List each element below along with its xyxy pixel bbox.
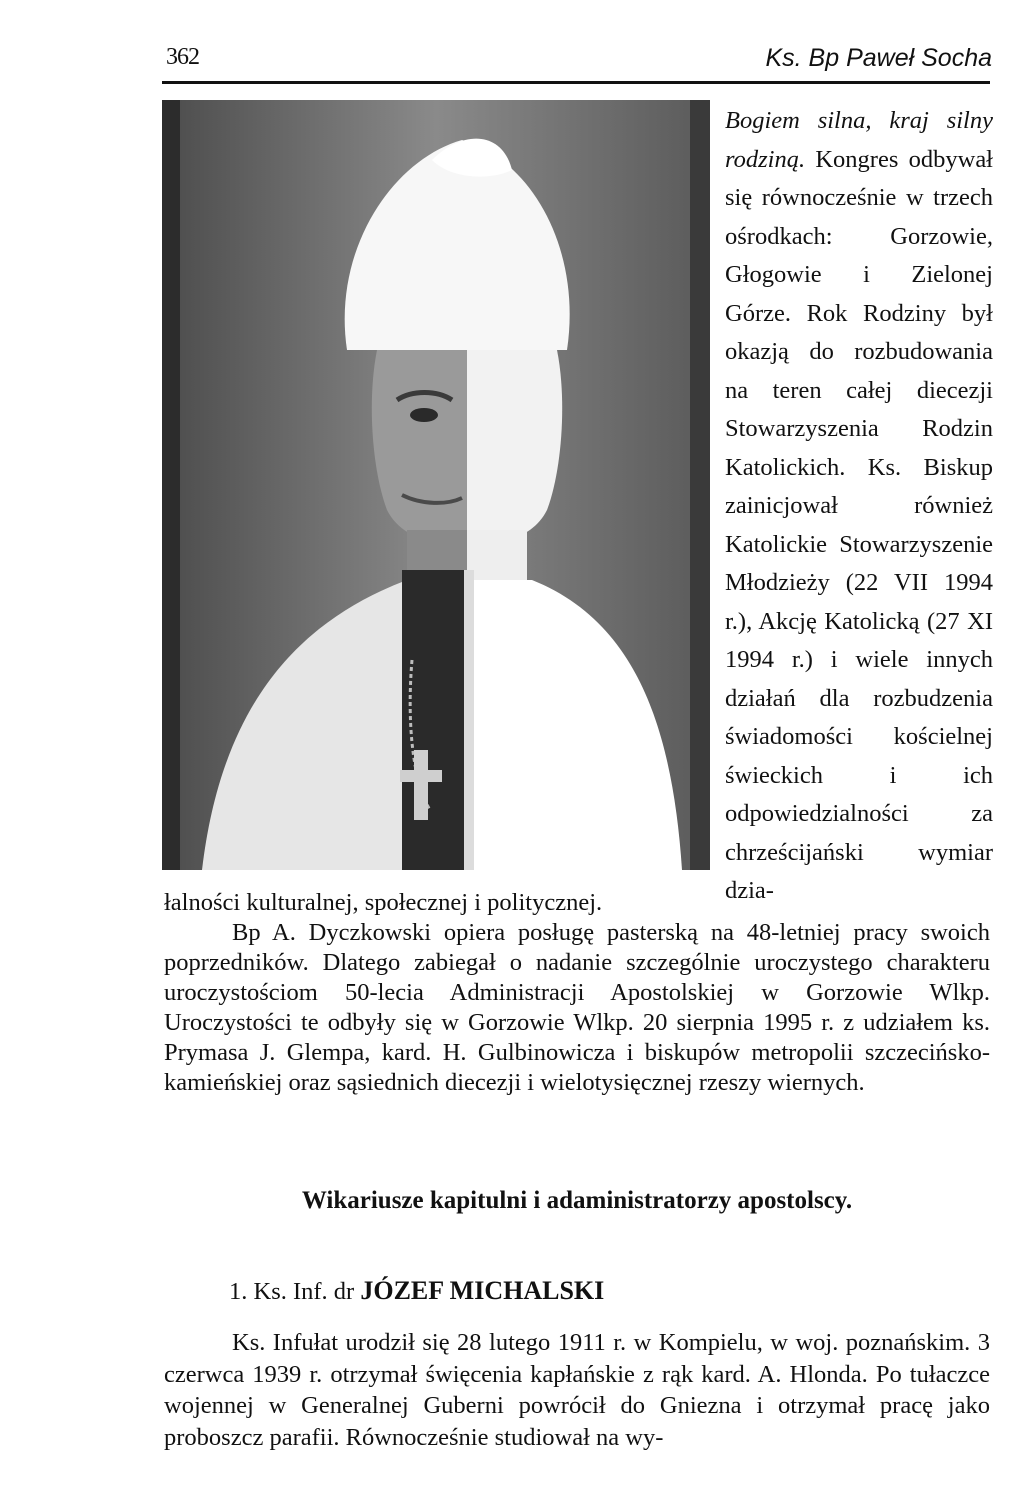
paragraph: Bp A. Dyczkowski opiera posługę pasterską na 48-letniej pracy swoich poprzedników. Dlatego zabiegał o nadanie szczególnie uroczystego charakteru uroczystościom 50-lecia Administracji Apostolskiej w Gorzowie Wlkp. Uroczystości te odbyły się w Gorzowie Wlkp. 20 sierpnia 1995 r. z udziałem ks. Prymasa J. Glempa, kard. H. Gulbinowicza i biskupów metropolii szczecińsko-kamieńskiej oraz sąsiednich diecezji i wielotysięcznej rzeszy wiernych. xyxy=(164,919,990,1096)
header-rule xyxy=(162,81,990,84)
entry-prefix: 1. Ks. Inf. dr xyxy=(229,1278,355,1305)
italic-lead: Bogiem silna, kraj silny rodziną. xyxy=(725,107,993,173)
portrait-photo xyxy=(162,100,710,870)
page-number: 362 xyxy=(166,44,199,70)
entry-paragraph: Ks. Infułat urodził się 28 lutego 1911 r. w Kompielu, w woj. poznańskim. 3 czerwca 1939 r. otrzymał święcenia kapłańskie z rąk kard. A. Hlonda. Po tułaczce wojennej w Generalnej Guberni powrócił do Gniezna i otrzymał pracę jako proboszcz parafii. Równocześnie studiował na wy- xyxy=(164,1329,990,1451)
entry-text xyxy=(164,1327,990,1453)
running-title: Ks. Bp Paweł Socha xyxy=(765,44,992,72)
body-text xyxy=(164,888,990,1098)
side-column-text xyxy=(725,102,993,911)
continuation-line: łalności kulturalnej, społecznej i politycznej. xyxy=(164,889,603,916)
side-column-body: Kongres odbywał się równocześnie w trzech ośrodkach: Gorzowie, Głogowie i Zielonej Górze. Rok Rodziny był okazją do rozbudowania na teren całej diecezji Stowarzyszenia Rodzin Katolickich. Ks. Biskup zainicjował również Katolickie Stowarzyszenie Młodzieży (22 VII 1994 r.), Akcję Katolicką (27 XI 1994 r.) i wiele innych działań dla rozbudzenia świadomości kościelnej świeckich i ich odpowiedzialności za chrześcijański wymiar dzia- xyxy=(725,145,993,904)
section-heading: Wikariusze kapitulni i adaministratorzy apostolscy. xyxy=(301,1187,853,1214)
entry-name: JÓZEF MICHALSKI xyxy=(360,1276,605,1305)
portrait-photo-bishop-icon xyxy=(162,100,710,870)
entry-heading xyxy=(229,1276,604,1306)
